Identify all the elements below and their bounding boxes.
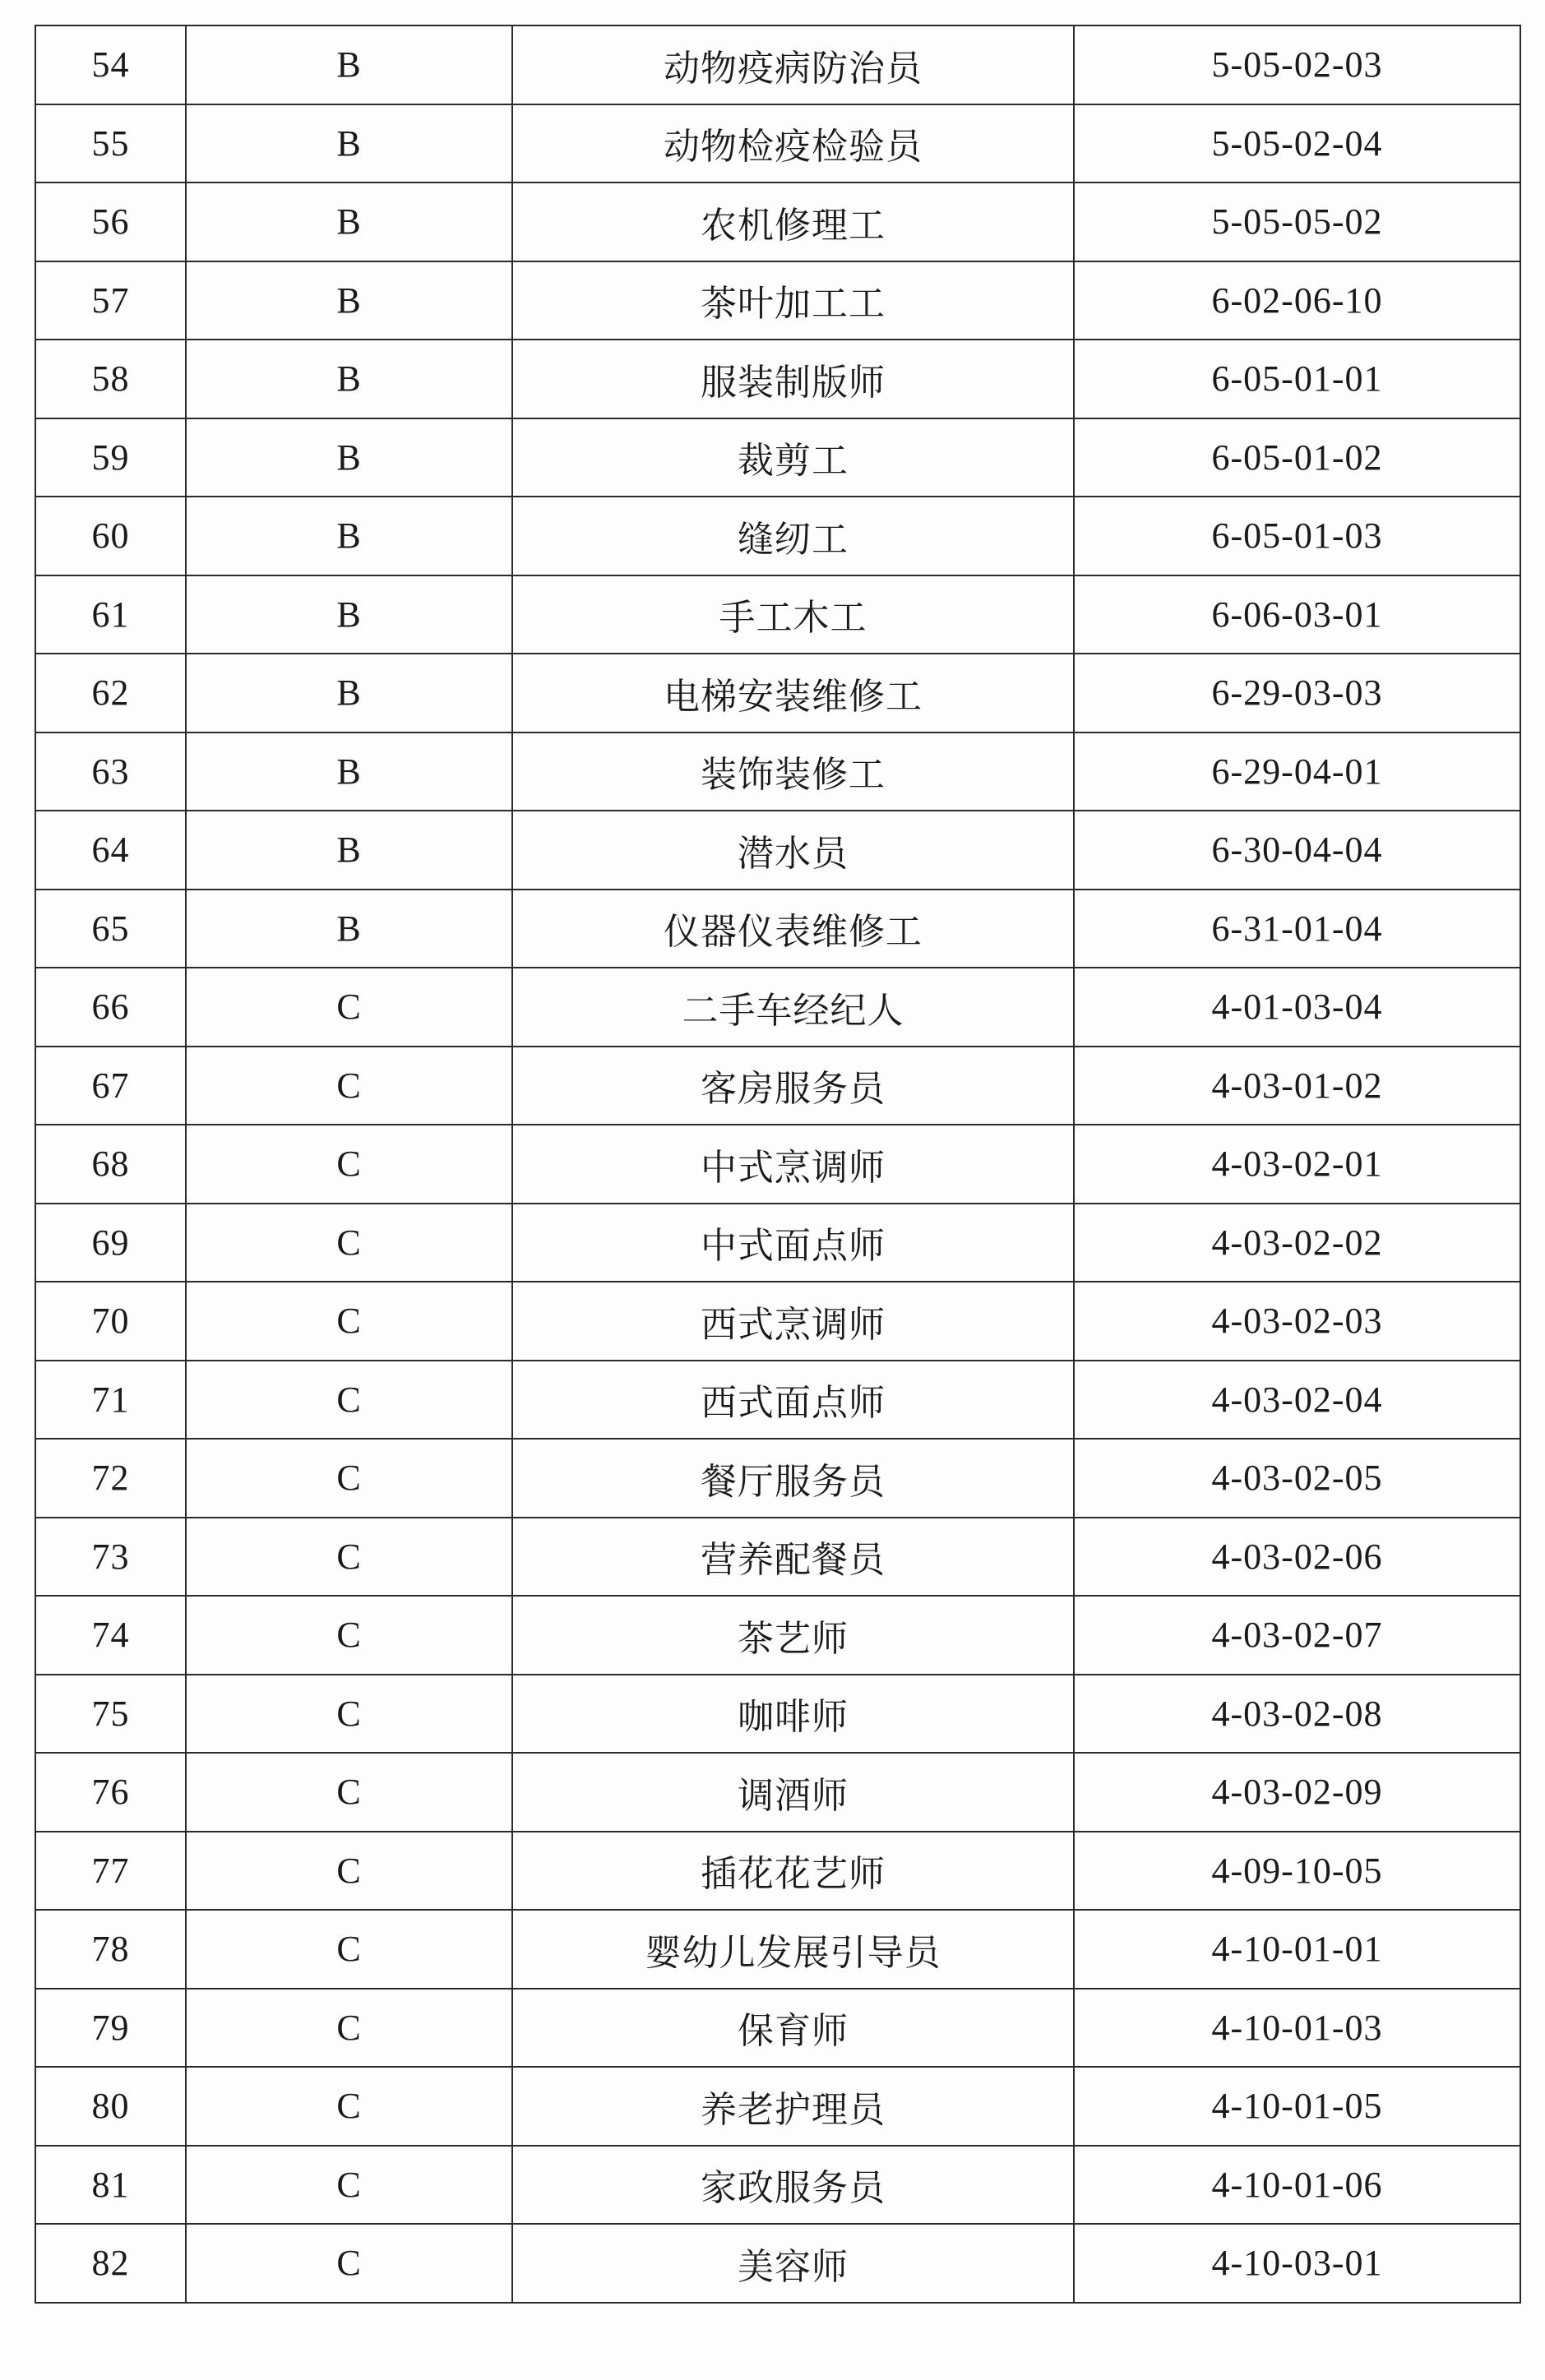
category-cell: C [186,1518,512,1597]
occupation-code-cell: 6-30-04-04 [1074,811,1520,890]
occupation-name-cell: 装饰装修工 [512,732,1074,811]
row-number-cell: 73 [35,1518,186,1597]
row-number-cell: 66 [35,968,186,1047]
row-number-cell: 54 [35,25,186,104]
table-row [35,418,1520,497]
table-row [35,732,1520,811]
row-number-cell: 76 [35,1753,186,1832]
table-row [35,968,1520,1047]
category-cell: C [186,968,512,1047]
table-row [35,25,1520,104]
table-row [35,183,1520,261]
row-number-cell: 79 [35,1989,186,2068]
occupation-name-cell: 西式面点师 [512,1361,1074,1440]
category-cell: C [186,1204,512,1282]
occupation-name-cell: 动物检疫检验员 [512,104,1074,183]
category-cell: C [186,1989,512,2068]
table-row [35,2224,1520,2303]
row-number-cell: 80 [35,2067,186,2146]
occupation-code-cell: 6-05-01-03 [1074,497,1520,575]
occupation-name-cell: 茶艺师 [512,1596,1074,1675]
occupation-name-cell: 仪器仪表维修工 [512,890,1074,968]
occupation-code-cell: 6-05-01-01 [1074,340,1520,418]
occupation-code-cell: 4-10-01-01 [1074,1910,1520,1989]
occupation-name-cell: 二手车经纪人 [512,968,1074,1047]
occupation-name-cell: 裁剪工 [512,418,1074,497]
table-row [35,1518,1520,1597]
table-row [35,1753,1520,1832]
row-number-cell: 59 [35,418,186,497]
row-number-cell: 74 [35,1596,186,1675]
row-number-cell: 58 [35,340,186,418]
occupation-code-cell: 4-03-02-05 [1074,1439,1520,1518]
occupation-code-cell: 4-03-02-07 [1074,1596,1520,1675]
category-cell: C [186,1125,512,1204]
category-cell: B [186,418,512,497]
occupation-name-cell: 养老护理员 [512,2067,1074,2146]
table-row [35,1282,1520,1361]
occupation-name-cell: 咖啡师 [512,1675,1074,1754]
row-number-cell: 71 [35,1361,186,1440]
row-number-cell: 61 [35,575,186,654]
table-row [35,1832,1520,1911]
table-row [35,1989,1520,2068]
category-cell: B [186,183,512,261]
row-number-cell: 81 [35,2146,186,2225]
row-number-cell: 65 [35,890,186,968]
row-number-cell: 56 [35,183,186,261]
table-row [35,2146,1520,2225]
category-cell: B [186,654,512,732]
category-cell: C [186,1753,512,1832]
table-row [35,1204,1520,1282]
table-row [35,1361,1520,1440]
row-number-cell: 55 [35,104,186,183]
category-cell: B [186,732,512,811]
table-row [35,811,1520,890]
table-row [35,1910,1520,1989]
occupation-code-cell: 4-03-02-03 [1074,1282,1520,1361]
occupation-code-cell: 5-05-02-03 [1074,25,1520,104]
row-number-cell: 68 [35,1125,186,1204]
category-cell: C [186,1047,512,1125]
table-row [35,104,1520,183]
occupation-name-cell: 中式面点师 [512,1204,1074,1282]
row-number-cell: 69 [35,1204,186,1282]
row-number-cell: 70 [35,1282,186,1361]
occupation-name-cell: 西式烹调师 [512,1282,1074,1361]
row-number-cell: 77 [35,1832,186,1911]
occupation-name-cell: 餐厅服务员 [512,1439,1074,1518]
occupation-code-cell: 6-29-03-03 [1074,654,1520,732]
occupation-name-cell: 潜水员 [512,811,1074,890]
category-cell: C [186,1439,512,1518]
category-cell: C [186,2146,512,2225]
table-row [35,654,1520,732]
occupation-code-cell: 4-10-01-03 [1074,1989,1520,2068]
occupation-name-cell: 电梯安装维修工 [512,654,1074,732]
occupation-code-cell: 4-09-10-05 [1074,1832,1520,1911]
occupation-code-cell: 4-03-01-02 [1074,1047,1520,1125]
occupation-code-cell: 4-03-02-08 [1074,1675,1520,1754]
row-number-cell: 63 [35,732,186,811]
table-row [35,575,1520,654]
occupation-name-cell: 插花花艺师 [512,1832,1074,1911]
occupation-code-cell: 4-03-02-02 [1074,1204,1520,1282]
category-cell: C [186,1832,512,1911]
category-cell: B [186,575,512,654]
table-row [35,890,1520,968]
row-number-cell: 57 [35,261,186,340]
occupation-code-cell: 5-05-05-02 [1074,183,1520,261]
category-cell: B [186,811,512,890]
occupation-table [35,25,1521,2304]
table-row [35,1675,1520,1754]
row-number-cell: 78 [35,1910,186,1989]
occupation-name-cell: 手工木工 [512,575,1074,654]
row-number-cell: 64 [35,811,186,890]
occupation-name-cell: 调酒师 [512,1753,1074,1832]
occupation-name-cell: 缝纫工 [512,497,1074,575]
occupation-code-cell: 6-31-01-04 [1074,890,1520,968]
occupation-name-cell: 营养配餐员 [512,1518,1074,1597]
table-row [35,1596,1520,1675]
category-cell: C [186,1282,512,1361]
occupation-code-cell: 4-03-02-04 [1074,1361,1520,1440]
occupation-code-cell: 4-03-02-06 [1074,1518,1520,1597]
row-number-cell: 60 [35,497,186,575]
occupation-name-cell: 农机修理工 [512,183,1074,261]
table-row [35,1439,1520,1518]
category-cell: C [186,1596,512,1675]
row-number-cell: 62 [35,654,186,732]
category-cell: B [186,261,512,340]
row-number-cell: 72 [35,1439,186,1518]
category-cell: C [186,2224,512,2303]
category-cell: B [186,340,512,418]
category-cell: C [186,1361,512,1440]
category-cell: C [186,1910,512,1989]
occupation-name-cell: 家政服务员 [512,2146,1074,2225]
category-cell: B [186,890,512,968]
category-cell: B [186,104,512,183]
occupation-name-cell: 婴幼儿发展引导员 [512,1910,1074,1989]
category-cell: B [186,497,512,575]
occupation-code-cell: 6-06-03-01 [1074,575,1520,654]
occupation-table-body [35,25,1520,2303]
row-number-cell: 67 [35,1047,186,1125]
occupation-code-cell: 5-05-02-04 [1074,104,1520,183]
occupation-name-cell: 保育师 [512,1989,1074,2068]
table-row [35,497,1520,575]
occupation-name-cell: 中式烹调师 [512,1125,1074,1204]
occupation-name-cell: 客房服务员 [512,1047,1074,1125]
table-row [35,1047,1520,1125]
category-cell: C [186,1675,512,1754]
occupation-name-cell: 服装制版师 [512,340,1074,418]
category-cell: B [186,25,512,104]
table-row [35,1125,1520,1204]
occupation-code-cell: 6-29-04-01 [1074,732,1520,811]
occupation-code-cell: 6-02-06-10 [1074,261,1520,340]
row-number-cell: 82 [35,2224,186,2303]
table-row [35,2067,1520,2146]
table-row [35,340,1520,418]
occupation-code-cell: 6-05-01-02 [1074,418,1520,497]
occupation-name-cell: 茶叶加工工 [512,261,1074,340]
row-number-cell: 75 [35,1675,186,1754]
occupation-code-cell: 4-03-02-01 [1074,1125,1520,1204]
occupation-name-cell: 美容师 [512,2224,1074,2303]
occupation-name-cell: 动物疫病防治员 [512,25,1074,104]
occupation-code-cell: 4-10-01-05 [1074,2067,1520,2146]
occupation-code-cell: 4-01-03-04 [1074,968,1520,1047]
occupation-code-cell: 4-03-02-09 [1074,1753,1520,1832]
occupation-code-cell: 4-10-01-06 [1074,2146,1520,2225]
category-cell: C [186,2067,512,2146]
occupation-code-cell: 4-10-03-01 [1074,2224,1520,2303]
table-row [35,261,1520,340]
